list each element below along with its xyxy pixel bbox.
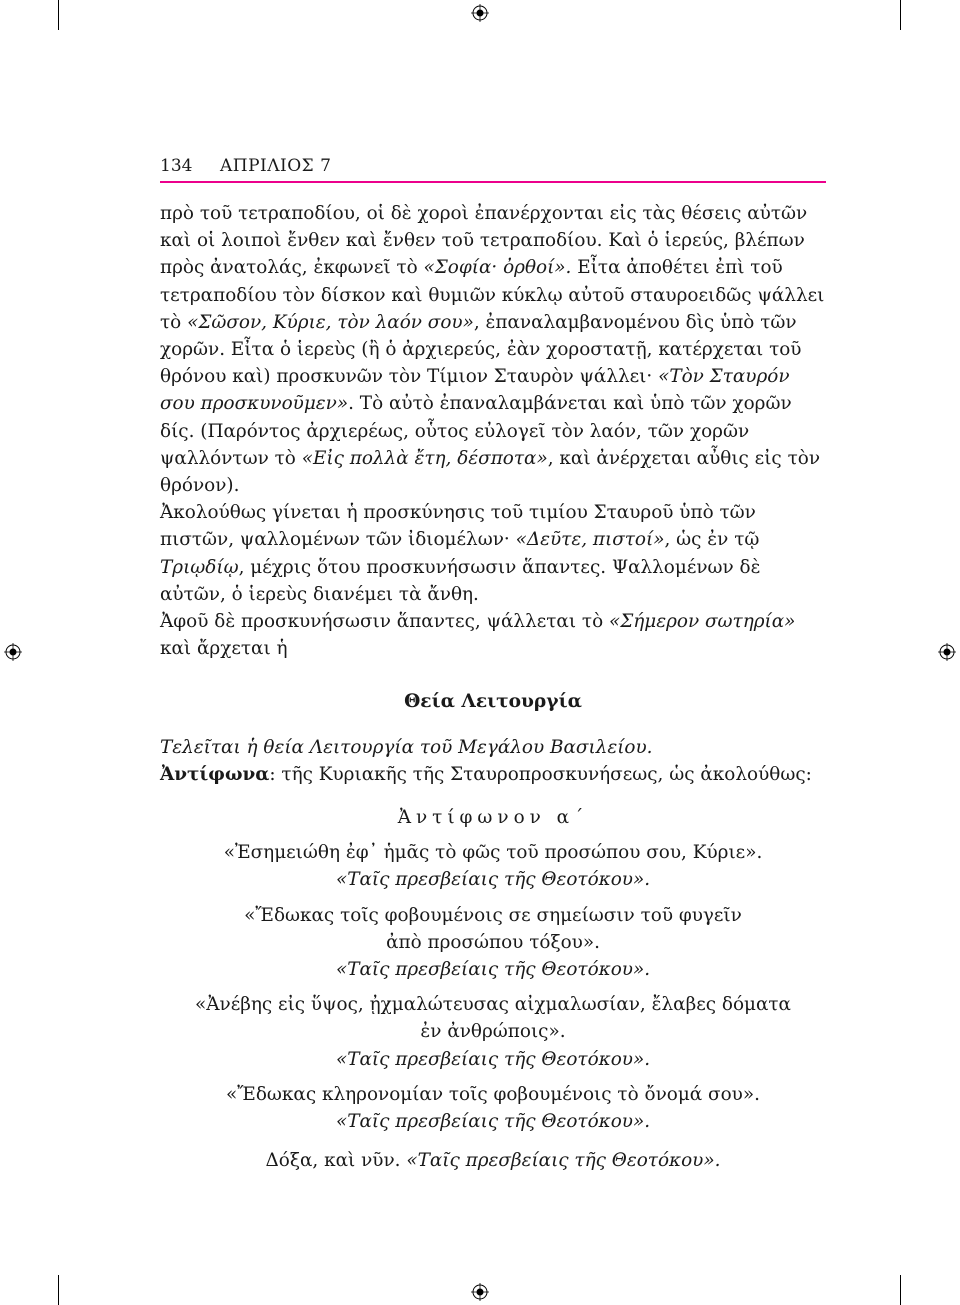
registration-mark-icon — [4, 643, 22, 661]
antiphon-intro: Ἀντίφωνα: τῆς Κυριακῆς τῆς Σταυροπροσκυνήσεως, ὡς ἀκολούθως: — [160, 763, 812, 785]
crop-mark-bottom-right — [900, 1275, 901, 1305]
paragraph: πρὸ τοῦ τετραποδίου, οἱ δὲ χοροὶ ἐπανέρχονται εἰς τὰς θέσεις αὐτῶν καὶ οἱ λοιποὶ ἔνθεν καὶ ἔνθεν τοῦ τετραποδίου. Καὶ ὁ ἱερεύς, βλέπων πρὸς ἀνατολάς, ἐκφωνεῖ τὸ «Σοφία· ὀρθοί». Εἶτα ἀποθέτει ἐπὶ τοῦ τετραποδίου τὸν δίσκον καὶ θυμιῶν κύκλῳ αὐτοῦ σταυροειδῶς ψάλλει τὸ «Σῶσον, Κύριε, τὸν λαόν σου», ἐπαναλαμβανομένου δὶς ὑπὸ τῶν χορῶν. Εἶτα ὁ ἱερεὺς (ἢ ὁ ἀρχιερεύς, ἐὰν χοροστατῇ, κατέρχεται τοῦ θρόνου καὶ) προσκυνῶν τὸν Τίμιον Σταυρὸν ψάλλει· «Τὸν Σταυρόν σου προσκυνοῦμεν». Τὸ αὐτὸ ἐπαναλαμβάνεται καὶ ὑπὸ τῶν χορῶν δίς. (Παρόντος ἀρχιερέως, οὗτος εὐλογεῖ τὸν λαόν, τῶν χορῶν ψαλλόντων τὸ «Εἰς πολλὰ ἔτη, δέσποτα», καὶ ἀνέρχεται αὖθις εἰς τὸν θρόνον). — [160, 203, 825, 497]
antiphon-title: Ἀντίφωνον α΄ — [397, 807, 589, 829]
verse-refrain: «Ταῖς πρεσβείαις τῆς Θεοτόκου». — [335, 959, 651, 981]
verse-line: «Ἀνέβης εἰς ὕψος, ᾐχμαλώτευσας αἰχμαλωσίαν, ἔλαβες δόματα — [195, 994, 791, 1016]
paragraph: Ἀκολούθως γίνεται ἡ προσκύνησις τοῦ τιμίου Σταυροῦ ὑπὸ τῶν πιστῶν, ψαλλομένων τῶν ἰδιομέλων· «Δεῦτε, πιστοί», ὡς ἐν τῷ Τριῳδίῳ, μέχρις ὅτου προσκυνήσωσιν ἅπαντες. Ψαλλομένων δὲ αὐτῶν, ὁ ἱερεὺς διανέμει τὰ ἄνθη. — [160, 502, 761, 605]
verse-refrain: «Ταῖς πρεσβείαις τῆς Θεοτόκου». — [335, 1111, 651, 1133]
registration-mark-icon — [938, 643, 956, 661]
running-title: ΑΠΡΙΛΙΟΣ 7 — [220, 156, 332, 176]
section-title: Θεία Λειτουργία — [404, 691, 582, 713]
verse-refrain: «Ταῖς πρεσβείαις τῆς Θεοτόκου». — [335, 869, 651, 891]
verse — [160, 1081, 826, 1135]
verse-line: «Ἐσημειώθη ἐφ᾽ ἡμᾶς τὸ φῶς τοῦ προσώπου σου, Κύριε». — [223, 842, 763, 864]
registration-mark-icon — [471, 4, 489, 22]
running-header — [160, 156, 826, 182]
verse-line: ἐν ἀνθρώποις». — [420, 1021, 566, 1043]
header-rule — [160, 181, 826, 183]
verse — [160, 839, 826, 893]
verse-refrain: «Ταῖς πρεσβείαις τῆς Θεοτόκου». — [335, 1048, 651, 1070]
crop-mark-top-right — [900, 0, 901, 30]
crop-mark-bottom-left — [58, 1275, 59, 1305]
verse — [160, 991, 826, 1073]
rubric-note: Τελεῖται ἡ θεία Λειτουργία τοῦ Μεγάλου Βασιλείου. — [160, 736, 653, 758]
paragraph: Ἀφοῦ δὲ προσκυνήσωσιν ἅπαντες, ψάλλεται τὸ «Σήμερον σωτηρία» καὶ ἄρχεται ἡ — [160, 611, 796, 660]
crop-mark-top-left — [58, 0, 59, 30]
verse-line: ἀπὸ προσώπου τόξου». — [386, 931, 600, 953]
doxology: Δόξα, καὶ νῦν. «Ταῖς πρεσβείαις τῆς Θεοτόκου». — [265, 1150, 721, 1172]
page-number: 134 — [160, 156, 193, 176]
verse — [160, 902, 826, 984]
registration-mark-icon — [471, 1283, 489, 1301]
page-body — [160, 200, 826, 1175]
verse-line: «Ἔδωκας τοῖς φοβουμένοις σε σημείωσιν τοῦ φυγεῖν — [244, 904, 742, 926]
antiphon-label: Ἀντίφωνα — [160, 763, 270, 785]
verse-line: «Ἔδωκας κληρονομίαν τοῖς φοβουμένοις τὸ ὄνομά σου». — [226, 1083, 760, 1105]
